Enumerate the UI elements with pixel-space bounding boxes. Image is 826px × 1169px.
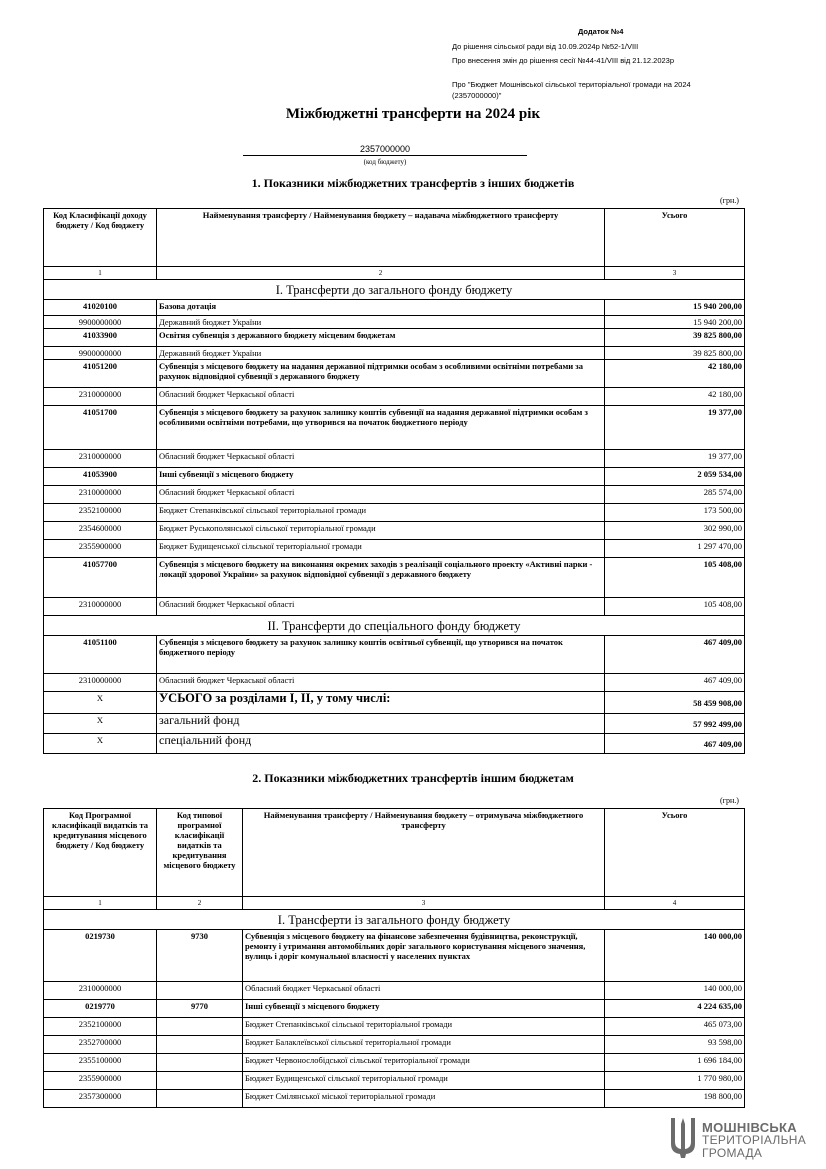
row-name: Базова дотація [157, 300, 605, 316]
row-code: 41051100 [44, 636, 157, 674]
colnum-1: 1 [44, 897, 157, 910]
row-value: 19 377,00 [605, 450, 745, 468]
table-row [44, 674, 745, 692]
row-name: Обласний бюджет Черкаської області [157, 674, 605, 692]
decision-line: До рішення сільської ради від 10.09.2024р №52-1/VIII [452, 42, 639, 51]
row-typical-code: 9730 [157, 930, 243, 982]
table-row [44, 1072, 745, 1090]
table-row [44, 598, 745, 616]
row-code: 2355900000 [44, 540, 157, 558]
row-name: Бюджет Степанківської сільської територіальної громади [243, 1018, 605, 1036]
row-value: 285 574,00 [605, 486, 745, 504]
row-code: 2355100000 [44, 1054, 157, 1072]
total-code: X [44, 714, 157, 734]
row-code: 2355900000 [44, 1072, 157, 1090]
colnum-2: 2 [157, 897, 243, 910]
row-code: 2310000000 [44, 674, 157, 692]
table-row [44, 930, 745, 982]
row-code: 41020100 [44, 300, 157, 316]
row-name: Субвенція з місцевого бюджету за рахунок залишку коштів освітньої субвенції, що утворився на початок бюджетного періоду [157, 636, 605, 674]
row-value: 2 059 534,00 [605, 468, 745, 486]
row-value: 467 409,00 [605, 674, 745, 692]
column-numbers-row [44, 267, 745, 280]
table-row [44, 982, 745, 1000]
row-code: 2310000000 [44, 982, 157, 1000]
row-value: 19 377,00 [605, 406, 745, 450]
table-row [44, 316, 745, 329]
page-title: Міжбюджетні трансферти на 2024 рік [285, 106, 541, 122]
row-code: 2357300000 [44, 1090, 157, 1108]
row-value: 140 000,00 [605, 930, 745, 982]
row-value: 39 825 800,00 [605, 347, 745, 360]
row-name: Бюджет Будищенської сільської територіальної громади [157, 540, 605, 558]
row-code: 2310000000 [44, 450, 157, 468]
table-row [44, 468, 745, 486]
table-header-row [44, 209, 745, 267]
amendment-line: Про внесення змін до рішення сесії №44-41/VIII від 21.12.2023р [452, 56, 675, 65]
row-value: 4 224 635,00 [605, 1000, 745, 1018]
table-row [44, 636, 745, 674]
row-typical-code [157, 1054, 243, 1072]
row-typical-code [157, 1090, 243, 1108]
table-row [44, 1018, 745, 1036]
row-code: 41051200 [44, 360, 157, 388]
row-typical-code [157, 1018, 243, 1036]
total-row [44, 734, 745, 754]
row-code: 2310000000 [44, 486, 157, 504]
row-value: 42 180,00 [605, 360, 745, 388]
row-name: Державний бюджет України [157, 347, 605, 360]
header-code: Код Класифікації доходу бюджету / Код бюджету [44, 209, 157, 267]
section2-unit: (грн.) [720, 796, 739, 805]
row-code: 9900000000 [44, 347, 157, 360]
group-heading-row [44, 280, 745, 300]
row-value: 1 770 980,00 [605, 1072, 745, 1090]
row-name: Освітня субвенція з державного бюджету місцевим бюджетам [157, 329, 605, 347]
row-value: 42 180,00 [605, 388, 745, 406]
row-name: Обласний бюджет Черкаської області [157, 388, 605, 406]
row-value: 302 990,00 [605, 522, 745, 540]
colnum-3: 3 [605, 267, 745, 280]
table-row [44, 1090, 745, 1108]
budget-decision-code: (2357000000)" [452, 91, 502, 100]
row-code: 2310000000 [44, 598, 157, 616]
outgoing-transfers-table [43, 808, 745, 1108]
budget-decision-line: Про "Бюджет Мошнівської сільської територіальної громади на 2024 [452, 80, 691, 89]
row-code: 2310000000 [44, 388, 157, 406]
row-typical-code [157, 1072, 243, 1090]
row-typical-code [157, 982, 243, 1000]
row-value: 15 940 200,00 [605, 316, 745, 329]
community-logo [668, 1116, 806, 1165]
total-row [44, 692, 745, 714]
colnum-1: 1 [44, 267, 157, 280]
header-name: Найменування трансферту / Найменування бюджету – надавача міжбюджетного трансферту [157, 209, 605, 267]
row-name: Обласний бюджет Черкаської області [157, 450, 605, 468]
table-row [44, 522, 745, 540]
header-total: Усього [605, 209, 745, 267]
row-value: 105 408,00 [605, 598, 745, 616]
row-name: Субвенція з місцевого бюджету на надання державної підтримки особам з особливими освітніми потребами за рахунок відповідної субвенції з державного бюджету [157, 360, 605, 388]
row-name: Бюджет Руськополянської сільської територіальної громади [157, 522, 605, 540]
budget-code: 2357000000 [243, 144, 527, 156]
group-heading-row [44, 910, 745, 930]
row-code: 0219730 [44, 930, 157, 982]
row-name: Бюджет Балаклеївської сільської територіальної громади [243, 1036, 605, 1054]
logo-line-2: ТЕРИТОРІАЛЬНА [702, 1133, 807, 1147]
row-value: 15 940 200,00 [605, 300, 745, 316]
column-numbers-row [44, 897, 745, 910]
table-row [44, 406, 745, 450]
row-name: Обласний бюджет Черкаської області [157, 598, 605, 616]
table-row [44, 347, 745, 360]
appendix-label: Додаток №4 [578, 27, 624, 36]
row-name: Бюджет Будищенської сільської територіальної громади [243, 1072, 605, 1090]
table-row [44, 329, 745, 347]
incoming-transfers-table [43, 208, 745, 754]
total-label: УСЬОГО за розділами І, ІІ, у тому числі: [157, 692, 605, 714]
header-code: Код Програмної класифікації видатків та кредитування місцевого бюджету / Код бюджету [44, 809, 157, 897]
row-code: 41053900 [44, 468, 157, 486]
table-row [44, 1036, 745, 1054]
row-value: 1 297 470,00 [605, 540, 745, 558]
section1-unit: (грн.) [720, 196, 739, 205]
row-name: Субвенція з місцевого бюджету на фінансове забезпечення будівництва, реконструкції, ремонту і утримання автомобільних доріг загального користування місцевого значення, вулиць і доріг комунальної власності у населених пунктах [243, 930, 605, 982]
row-name: Бюджет Степанківської сільської територіальної громади [157, 504, 605, 522]
row-value: 105 408,00 [605, 558, 745, 598]
row-code: 2352100000 [44, 1018, 157, 1036]
logo-line-3: ГРОМАДА [702, 1146, 763, 1160]
row-value: 467 409,00 [605, 636, 745, 674]
row-value: 1 696 184,00 [605, 1054, 745, 1072]
row-code: 2352100000 [44, 504, 157, 522]
row-code: 41051700 [44, 406, 157, 450]
row-value: 140 000,00 [605, 982, 745, 1000]
table-row [44, 504, 745, 522]
table-row [44, 558, 745, 598]
total-code: X [44, 692, 157, 714]
row-code: 9900000000 [44, 316, 157, 329]
table-row [44, 486, 745, 504]
group-heading: I. Трансферти із загального фонду бюджету [44, 910, 745, 930]
total-value: 58 459 908,00 [605, 692, 745, 714]
row-code: 0219770 [44, 1000, 157, 1018]
row-name: Державний бюджет України [157, 316, 605, 329]
row-name: Бюджет Смілянської міської територіальної громади [243, 1090, 605, 1108]
row-name: Бюджет Червонослобідської сільської територіальної громади [243, 1054, 605, 1072]
colnum-4: 4 [605, 897, 745, 910]
row-code: 41033900 [44, 329, 157, 347]
row-name: Субвенція з місцевого бюджету на виконання окремих заходів з реалізації соціального проекту «Активні парки - локації здорової України» за рахунок відповідної субвенції з державного бюджету [157, 558, 605, 598]
row-code: 41057700 [44, 558, 157, 598]
total-label: спеціальний фонд [157, 734, 605, 754]
section2-title: 2. Показники міжбюджетних трансфертів іншим бюджетам [252, 771, 574, 785]
group-heading: II. Трансферти до спеціального фонду бюджету [44, 616, 745, 636]
header-total: Усього [605, 809, 745, 897]
row-value: 173 500,00 [605, 504, 745, 522]
row-name: Обласний бюджет Черкаської області [243, 982, 605, 1000]
row-value: 465 073,00 [605, 1018, 745, 1036]
total-value: 57 992 499,00 [605, 714, 745, 734]
row-name: Інші субвенції з місцевого бюджету [243, 1000, 605, 1018]
header-typical-code: Код типової програмної класифікації видатків та кредитування місцевого бюджету [157, 809, 243, 897]
row-value: 39 825 800,00 [605, 329, 745, 347]
trident-emblem-icon [668, 1116, 698, 1165]
table-row [44, 300, 745, 316]
row-name: Субвенція з місцевого бюджету за рахунок залишку коштів субвенції на надання державної підтримки особам з особливими освітніми потребами, що утворився на початок бюджетного періоду [157, 406, 605, 450]
total-label: загальний фонд [157, 714, 605, 734]
colnum-2: 2 [157, 267, 605, 280]
row-name: Інші субвенції з місцевого бюджету [157, 468, 605, 486]
header-name: Найменування трансферту / Найменування бюджету – отримувача міжбюджетного трансферту [243, 809, 605, 897]
total-code: X [44, 734, 157, 754]
row-code: 2352700000 [44, 1036, 157, 1054]
table-row [44, 360, 745, 388]
budget-code-caption: (код бюджету) [363, 158, 407, 166]
table-row [44, 388, 745, 406]
row-typical-code: 9770 [157, 1000, 243, 1018]
row-value: 198 800,00 [605, 1090, 745, 1108]
row-value: 93 598,00 [605, 1036, 745, 1054]
row-typical-code [157, 1036, 243, 1054]
table-row [44, 1054, 745, 1072]
group-heading: I. Трансферти до загального фонду бюджету [44, 280, 745, 300]
total-row [44, 714, 745, 734]
section1-title: 1. Показники міжбюджетних трансфертів з інших бюджетів [251, 176, 575, 190]
table-row [44, 450, 745, 468]
table-header-row [44, 809, 745, 897]
table-row [44, 1000, 745, 1018]
colnum-3: 3 [243, 897, 605, 910]
logo-line-1: МОШНІВСЬКА [702, 1120, 797, 1135]
row-name: Обласний бюджет Черкаської області [157, 486, 605, 504]
total-value: 467 409,00 [605, 734, 745, 754]
table-row [44, 540, 745, 558]
row-code: 2354600000 [44, 522, 157, 540]
group-heading-row [44, 616, 745, 636]
